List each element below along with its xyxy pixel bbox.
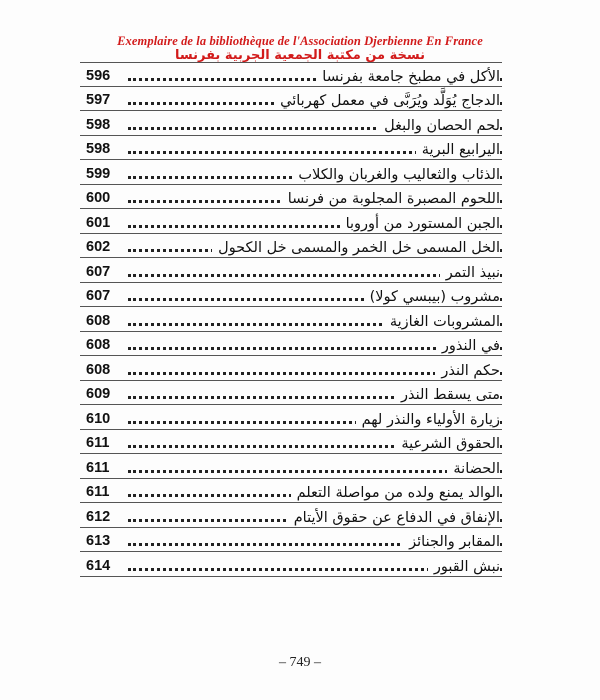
toc-title: حكم النذر — [435, 363, 500, 379]
toc-entry — [80, 258, 502, 283]
toc-entry — [80, 234, 502, 259]
toc-title: الوالد يمنع ولده من مواصلة التعلم — [291, 485, 500, 501]
toc-page-number: 610 — [86, 410, 111, 427]
toc-entry — [80, 111, 502, 136]
toc-page-number: 598 — [86, 141, 111, 157]
toc-entry — [80, 62, 502, 87]
toc-entry — [80, 381, 502, 406]
toc-entry — [80, 87, 502, 112]
toc-title: الجبن المستورد من أوروبا — [340, 216, 500, 232]
toc-title: المشروبات الغازية — [384, 314, 500, 330]
toc-page-number: 601 — [86, 214, 111, 231]
toc-page-number: 600 — [86, 190, 111, 206]
toc-entry — [80, 136, 502, 161]
toc-title: الأكل في مطبخ جامعة بفرنسا — [316, 69, 500, 85]
stamp-line-french: Exemplaire de la bibliothèque de l'Association Djerbienne En France — [117, 34, 483, 48]
toc-page-number: 607 — [86, 288, 111, 304]
toc-entry — [80, 454, 502, 479]
toc-entry — [80, 503, 502, 528]
toc-title: في النذور — [436, 338, 500, 354]
toc-page-number: 608 — [86, 312, 111, 329]
toc-page-number: 613 — [86, 533, 111, 549]
toc-entry — [80, 283, 502, 308]
toc-page-number: 611 — [86, 484, 110, 500]
toc-entry — [80, 209, 502, 234]
toc-title: اليرابيع البرية — [416, 142, 500, 158]
dot-leader — [128, 470, 502, 473]
toc-title: متى يسقط النذر — [395, 387, 500, 403]
toc-entry — [80, 430, 502, 455]
toc-entry — [80, 307, 502, 332]
toc-page-number: 608 — [86, 361, 111, 378]
toc-title: المقابر والجنائز — [403, 534, 500, 550]
toc-page-number: 596 — [86, 67, 111, 84]
toc-page-number: 609 — [86, 386, 111, 402]
page-number: – 749 – — [279, 655, 321, 670]
toc-title: الحقوق الشرعية — [395, 436, 500, 452]
toc-entry — [80, 405, 502, 430]
toc-title: نبيذ التمر — [440, 265, 500, 281]
toc-title: نبش القبور — [428, 559, 500, 575]
toc-entry — [80, 552, 502, 577]
toc-page-number: 611 — [86, 459, 110, 476]
toc-title: لحم الحصان والبغل — [378, 118, 500, 134]
toc-page-number: 598 — [86, 116, 111, 133]
toc-page-number: 599 — [86, 165, 111, 182]
toc-page-number: 614 — [86, 557, 111, 574]
toc-page-number: 602 — [86, 239, 111, 255]
toc-title: زيارة الأولياء والنذر لهم — [356, 412, 500, 428]
library-stamp — [0, 34, 600, 64]
toc-page-number: 597 — [86, 92, 111, 108]
toc-page-number: 612 — [86, 508, 111, 525]
toc-title: الإنفاق في الدفاع عن حقوق الأيتام — [288, 510, 500, 526]
toc-entry — [80, 479, 502, 504]
toc-title: مشروب (بيبسي كولا) — [364, 289, 500, 305]
toc-entry — [80, 356, 502, 381]
table-of-contents — [80, 62, 502, 577]
toc-page-number: 607 — [86, 263, 111, 280]
toc-page-number: 611 — [86, 435, 110, 451]
toc-page-number: 608 — [86, 337, 111, 353]
toc-title: اللحوم المصبرة المجلوبة من فرنسا — [282, 191, 500, 207]
toc-entry — [80, 332, 502, 357]
toc-title: الحضانة — [447, 461, 500, 477]
stamp-line-arabic: نسخة من مكتبة الجمعية الجربية بفرنسا — [175, 48, 425, 63]
toc-entry — [80, 160, 502, 185]
toc-title: الذئاب والثعاليب والغربان والكلاب — [292, 167, 500, 183]
toc-entry — [80, 528, 502, 553]
toc-title: الخل المسمى خل الخمر والمسمى خل الكحول — [212, 240, 500, 256]
toc-entry — [80, 185, 502, 210]
toc-title: الدجاج يُوَلَّد ويُرَبَّى في معمل كهربائي — [274, 93, 500, 109]
